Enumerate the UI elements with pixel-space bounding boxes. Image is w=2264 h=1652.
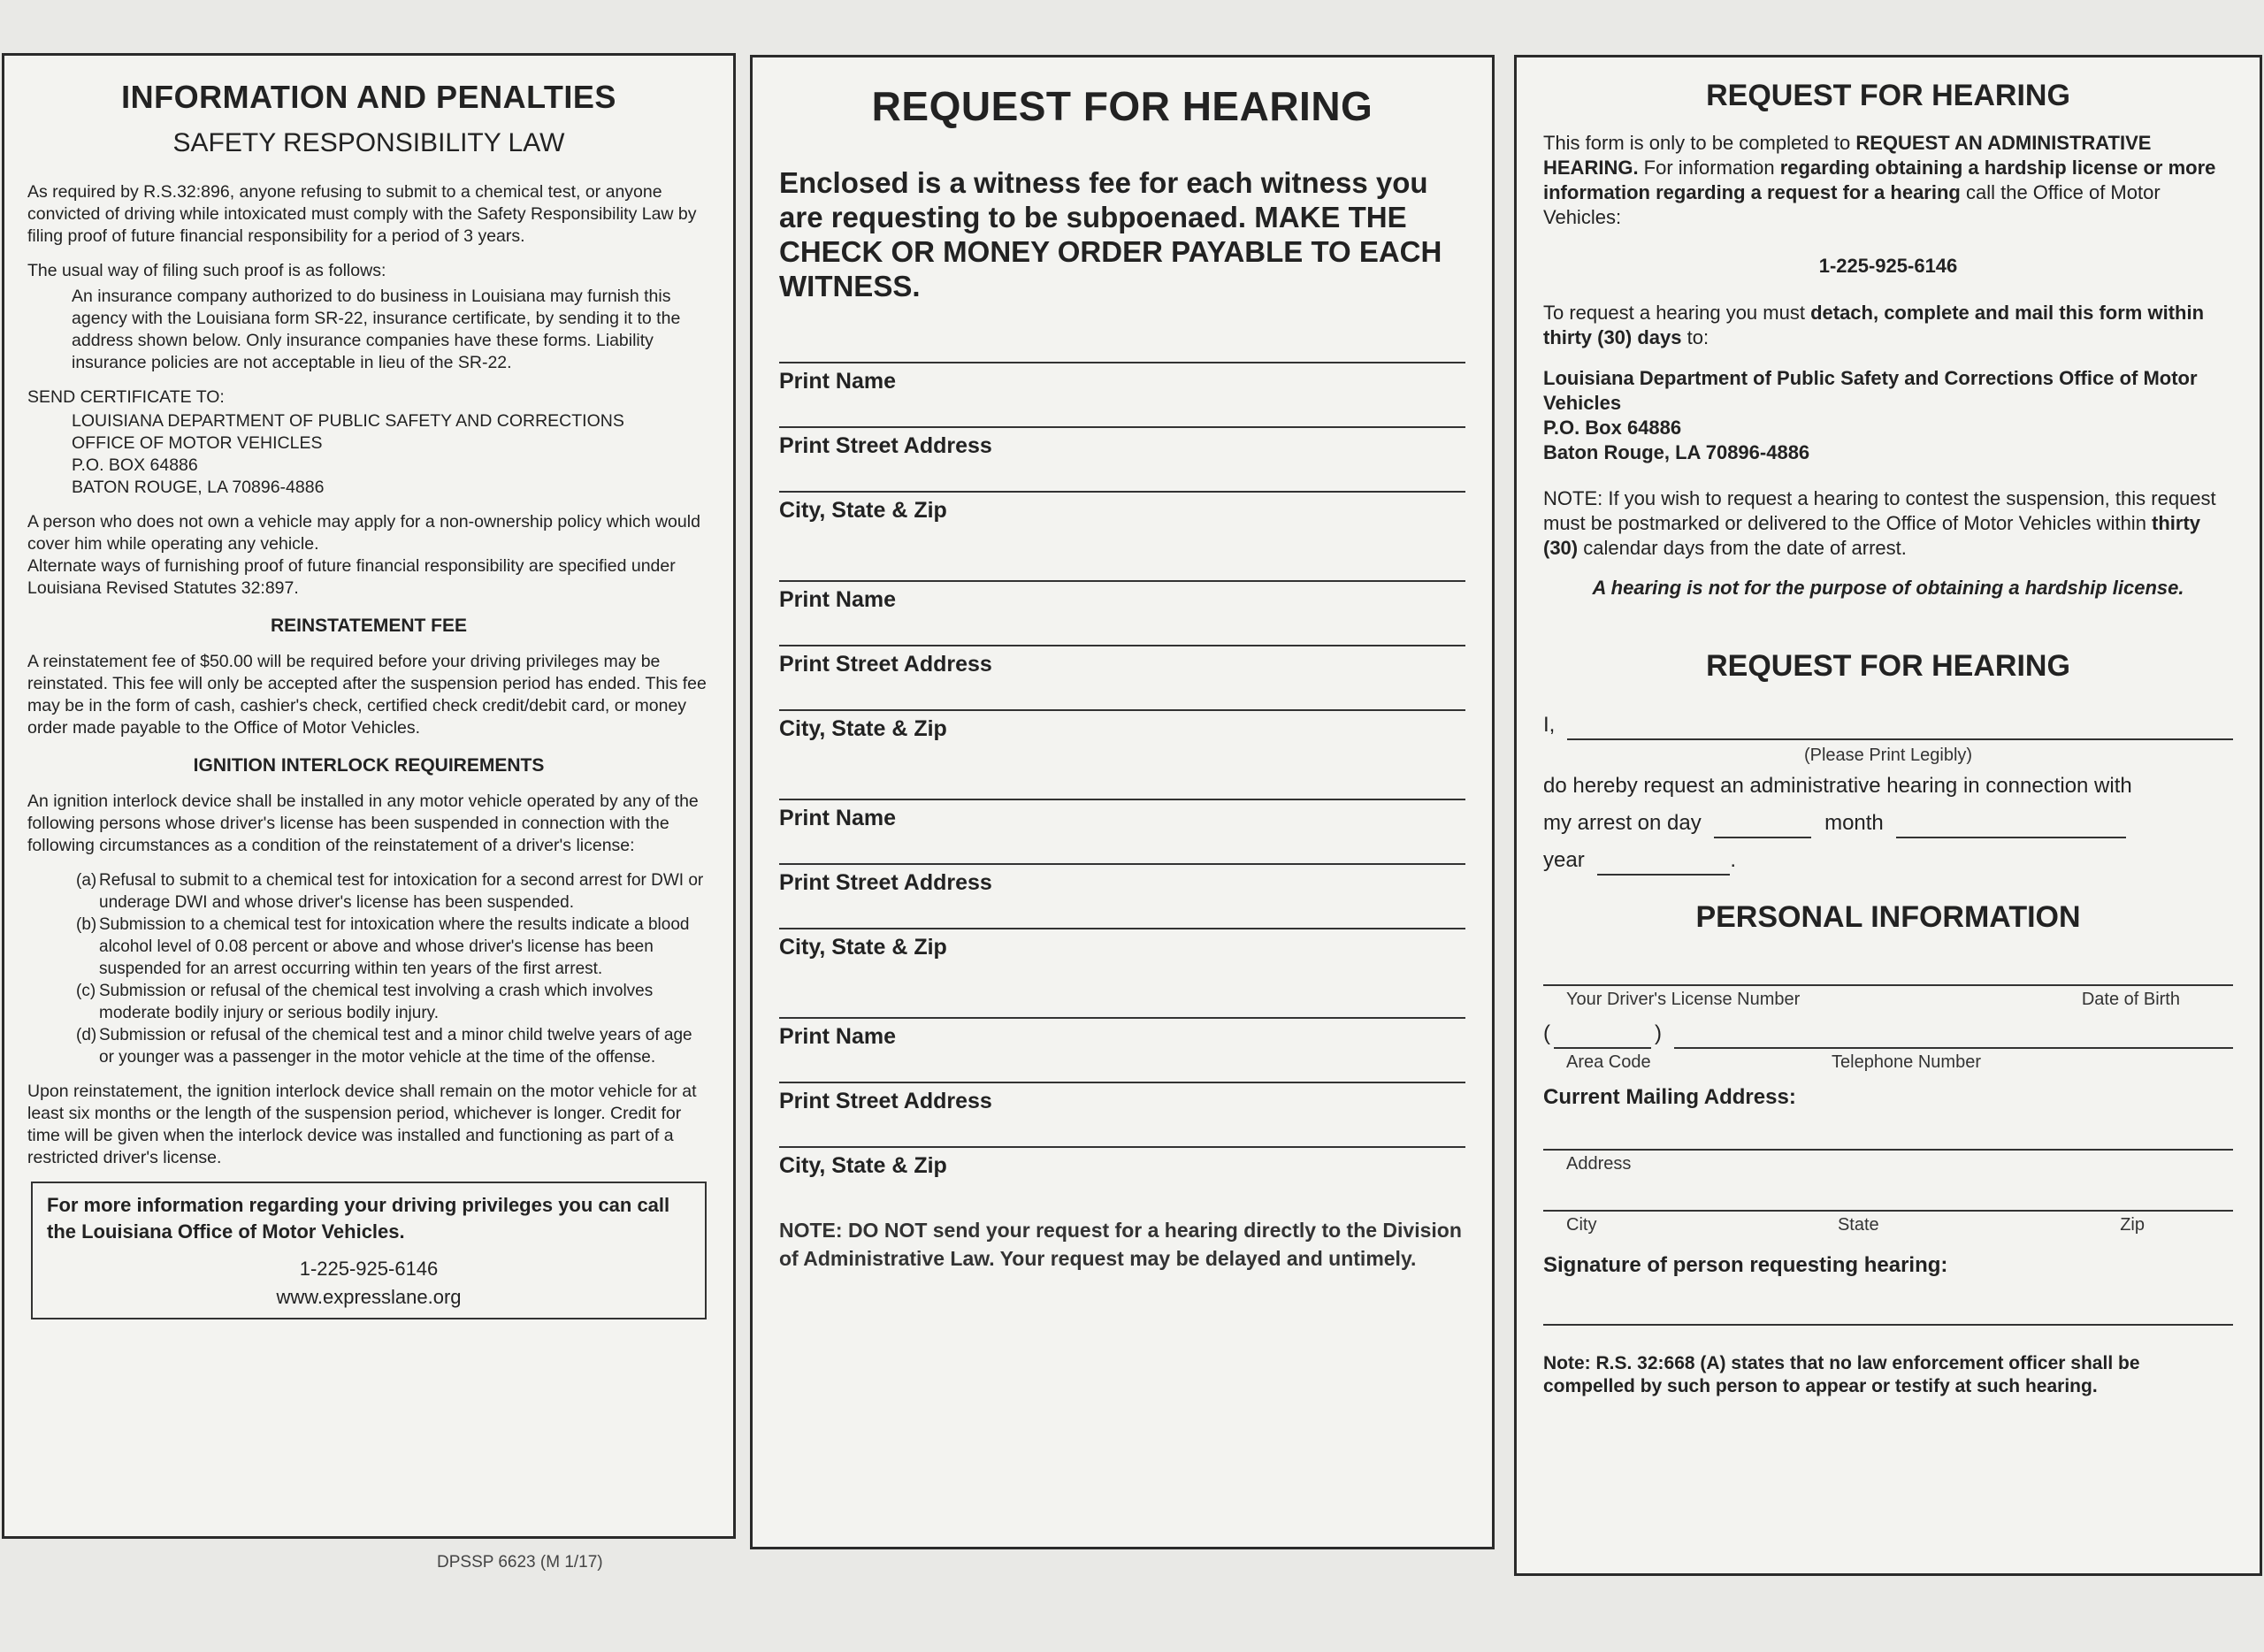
- upon-reinstatement-text: Upon reinstatement, the ignition interlock device shall remain on the motor vehicle for at least six months or the length of the suspension period, whichever is longer. Credit for time will be given when the interlock device was installed and functioning as part of a restricted driver's license.: [27, 1082, 697, 1167]
- more-info-phone: 1-225-925-6146: [299, 1258, 439, 1280]
- witness-group-4: [779, 998, 1465, 1179]
- city-label: City, State & Zip: [779, 1153, 947, 1178]
- witness-group-1: [779, 342, 1465, 524]
- more-info-box: [31, 1182, 707, 1319]
- postmark-note: NOTE: If you wish to request a hearing to contest the suspension, this request must be postmarked or delivered to the Office of Motor Vehicles within thirty (30) calendar days from the date of arrest.: [1543, 487, 2216, 559]
- certificate-address: [27, 410, 710, 499]
- license-dob-labels: Your Driver's License Number Date of Birth: [1566, 990, 2180, 1009]
- hearing-title: REQUEST FOR HEARING: [1706, 79, 2070, 112]
- addr-line2: OFFICE OF MOTOR VEHICLES: [72, 433, 323, 453]
- information-penalties-panel: [2, 53, 736, 1539]
- name-field[interactable]: [779, 998, 1465, 1019]
- city-label: City, State & Zip: [779, 498, 947, 523]
- name-label: Print Name: [779, 1024, 896, 1049]
- form-number: DPSSP 6623 (M 1/17): [437, 1553, 603, 1572]
- street-label: Print Street Address: [779, 870, 992, 895]
- city-state-zip-field[interactable]: [1543, 1192, 2233, 1212]
- street-field[interactable]: [779, 1062, 1465, 1083]
- addr-line3: P.O. BOX 64886: [72, 455, 198, 475]
- hearing-request-panel: [1514, 55, 2262, 1576]
- witness-title: REQUEST FOR HEARING: [871, 83, 1373, 129]
- addr-line4: BATON ROUGE, LA 70896-4886: [72, 478, 325, 497]
- city-field[interactable]: [779, 908, 1465, 929]
- list-item: (c) Submission or refusal of the chemical test involving a crash which involves moderate bodily injury or serious bodily injury.: [76, 982, 654, 1022]
- witness-fee-text: Enclosed is a witness fee for each witness you are requesting to be subpoenaed. MAKE THE CHECK OR MONEY ORDER PAYABLE TO EACH WITNESS.: [779, 166, 1442, 302]
- officer-note: Note: R.S. 32:668 (A) states that no law enforcement officer shall be compelled by such person to appear or testify at such hearing.: [1543, 1353, 2140, 1396]
- mail-instructions: To request a hearing you must detach, complete and mail this form within thirty (30) days to:: [1543, 302, 2205, 348]
- name-field[interactable]: [779, 561, 1465, 582]
- witness-group-2: [779, 561, 1465, 742]
- name-label: Print Name: [779, 587, 896, 612]
- ignition-heading: IGNITION INTERLOCK REQUIREMENTS: [193, 755, 545, 776]
- info-title: INFORMATION AND PENALTIES: [121, 79, 616, 115]
- para-insurance: An insurance company authorized to do business in Louisiana may furnish this agency with the Louisiana form SR-22, insurance certificate, by sending it to the address shown below. Only insurance companies have these forms. Liability insurance policies are not acceptable in lieu of the SR-22.: [72, 287, 681, 372]
- phone-row: ( ): [1543, 1019, 2233, 1049]
- omv-phone: 1-225-925-6146: [1818, 255, 1958, 277]
- street-label: Print Street Address: [779, 1089, 992, 1113]
- city-state-zip-labels: City State Zip: [1566, 1215, 2145, 1235]
- para-usual-way: The usual way of filing such proof is as follows:: [27, 261, 386, 280]
- name-label: Print Name: [779, 806, 896, 830]
- requester-name-field[interactable]: [1567, 715, 2233, 740]
- hardship-disclaimer: A hearing is not for the purpose of obtaining a hardship license.: [1592, 577, 2184, 599]
- street-label: Print Street Address: [779, 433, 992, 458]
- street-label: Print Street Address: [779, 652, 992, 677]
- name-field[interactable]: [779, 342, 1465, 363]
- city-label: City, State & Zip: [779, 716, 947, 741]
- street-field[interactable]: [779, 625, 1465, 646]
- list-item: (b) Submission to a chemical test for intoxication where the results indicate a blood alcohol level of 0.08 percent or above and whose driver's license has been suspended for an arrest occurring within ten years of the first arrest.: [76, 915, 690, 978]
- requester-name-row: I,: [1543, 710, 2233, 740]
- ignition-list: [27, 869, 710, 1068]
- name-label: Print Name: [779, 369, 896, 394]
- more-info-url: www.expresslane.org: [276, 1286, 462, 1308]
- fee-heading: REINSTATEMENT FEE: [270, 616, 468, 636]
- mailing-address-heading: Current Mailing Address:: [1543, 1085, 1796, 1109]
- city-label: City, State & Zip: [779, 935, 947, 960]
- fee-text: A reinstatement fee of $50.00 will be required before your driving privileges may be reinstated. This fee will only be accepted after the suspension period has ended. This fee may be in the form of cash, cashier's check, certified check credit/debit card, or money order made payable to the Office of Motor Vehicles.: [27, 652, 707, 738]
- license-dob-field[interactable]: [1543, 967, 2233, 986]
- city-field[interactable]: [779, 471, 1465, 493]
- addr-line1: LOUISIANA DEPARTMENT OF PUBLIC SAFETY AND CORRECTIONS: [72, 411, 624, 431]
- ignition-text: An ignition interlock device shall be installed in any motor vehicle operated by any of the following persons whose driver's license has been suspended in connection with the following circumstances as a condition of the reinstatement of a driver's license:: [27, 792, 699, 855]
- list-item: (d) Submission or refusal of the chemical test and a minor child twelve years of age or younger was a passenger in the motor vehicle at the time of the offense.: [76, 1026, 692, 1067]
- request-subtitle: REQUEST FOR HEARING: [1706, 649, 2070, 683]
- para-alternate: Alternate ways of furnishing proof of future financial responsibility are specified under Louisiana Revised Statutes 32:897.: [27, 556, 676, 598]
- hearing-intro: This form is only to be completed to REQUEST AN ADMINISTRATIVE HEARING. For information regarding obtaining a hardship license or more information regarding a request for a hearing call the Office of Motor Vehicles:: [1543, 132, 2216, 228]
- hereby-text: do hereby request an administrative hearing in connection with: [1543, 774, 2132, 798]
- arrest-day-field[interactable]: [1714, 814, 1811, 838]
- list-item: (a) Refusal to submit to a chemical test for intoxication for a second arrest for DWI or underage DWI and whose driver's license has been suspended.: [76, 871, 704, 912]
- para-non-owner: A person who does not own a vehicle may apply for a non-ownership policy which would cover him while operating any vehicle.: [27, 512, 700, 554]
- witness-panel: [750, 55, 1495, 1549]
- signature-heading: Signature of person requesting hearing:: [1543, 1253, 1948, 1277]
- info-subtitle: SAFETY RESPONSIBILITY LAW: [172, 128, 565, 157]
- name-field[interactable]: [779, 779, 1465, 800]
- witness-note: NOTE: DO NOT send your request for a hearing directly to the Division of Administrative Law. Your request may be delayed and untimely.: [779, 1219, 1462, 1270]
- para-requirement: As required by R.S.32:896, anyone refusing to submit to a chemical test, or anyone convicted of driving while intoxicated must comply with the Safety Responsibility Law by filing proof of future financial responsibility for a period of 3 years.: [27, 182, 697, 246]
- telephone-field[interactable]: [1674, 1024, 2233, 1049]
- street-field[interactable]: [779, 844, 1465, 865]
- print-legibly-label: (Please Print Legibly): [1803, 746, 1973, 765]
- more-info-text: For more information regarding your driving privileges you can call the Louisiana Office of Motor Vehicles.: [47, 1194, 670, 1243]
- street-field[interactable]: [779, 407, 1465, 428]
- personal-info-heading: PERSONAL INFORMATION: [1695, 900, 2081, 934]
- send-certificate-label: SEND CERTIFICATE TO:: [27, 387, 225, 407]
- signature-field[interactable]: [1543, 1306, 2233, 1326]
- arrest-date-row: my arrest on day month: [1543, 808, 2233, 838]
- arrest-year-field[interactable]: [1597, 851, 1730, 876]
- phone-labels: Area Code Telephone Number: [1566, 1052, 1981, 1072]
- arrest-year-row: year .: [1543, 845, 2233, 876]
- omv-address: Louisiana Department of Public Safety and Corrections Office of Motor Vehicles P.O. Box 64886 Baton Rouge, LA 70896-4886: [1543, 367, 2198, 463]
- area-code-field[interactable]: [1554, 1024, 1651, 1049]
- city-field[interactable]: [779, 1127, 1465, 1148]
- address-field[interactable]: [1543, 1131, 2233, 1151]
- witness-group-3: [779, 779, 1465, 960]
- address-label-row: Address: [1566, 1154, 1632, 1174]
- city-field[interactable]: [779, 690, 1465, 711]
- arrest-month-field[interactable]: [1896, 814, 2126, 838]
